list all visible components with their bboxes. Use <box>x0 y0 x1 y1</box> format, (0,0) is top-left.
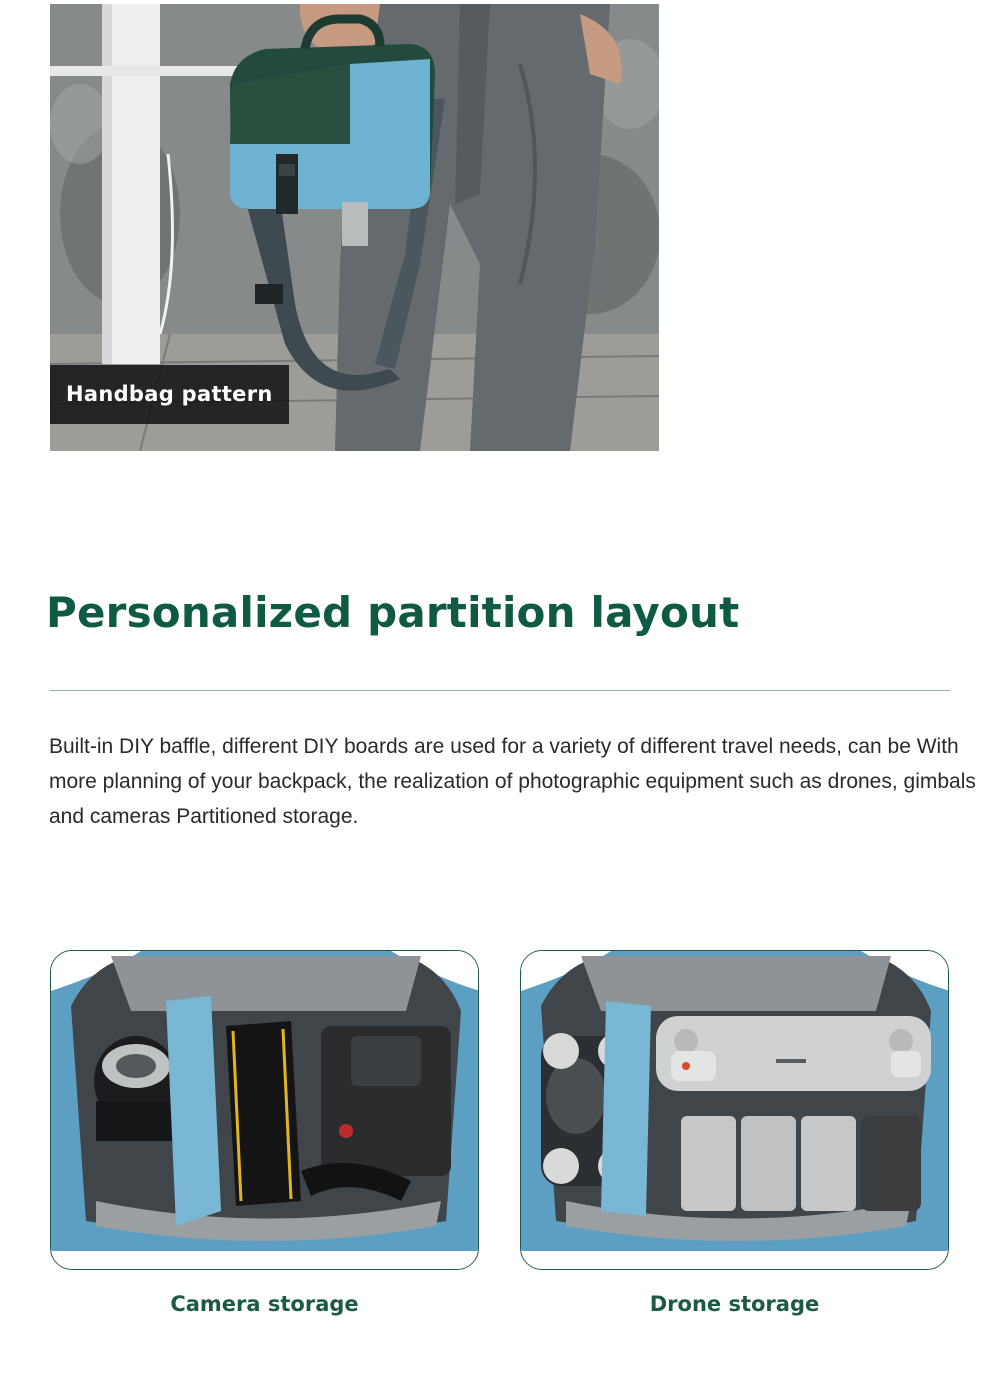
section-title: Personalized partition layout <box>46 588 740 637</box>
camera-storage-card <box>50 950 479 1270</box>
camera-storage-label: Camera storage <box>170 1292 359 1316</box>
section-description: Built-in DIY baffle, different DIY boards are used for a variety of different travel needs, can be With more planning of your backpack, the realization of photographic equipment such as drones, gimbals and cameras Partitioned storage. <box>49 735 976 828</box>
section-divider <box>50 690 950 691</box>
drone-storage-label: Drone storage <box>649 1292 820 1316</box>
drone-storage-photo <box>521 951 949 1270</box>
camera-storage-photo <box>51 951 479 1270</box>
hero-caption: Handbag pattern <box>50 365 289 424</box>
drone-storage-card <box>520 950 949 1270</box>
hero-photo <box>50 4 659 451</box>
